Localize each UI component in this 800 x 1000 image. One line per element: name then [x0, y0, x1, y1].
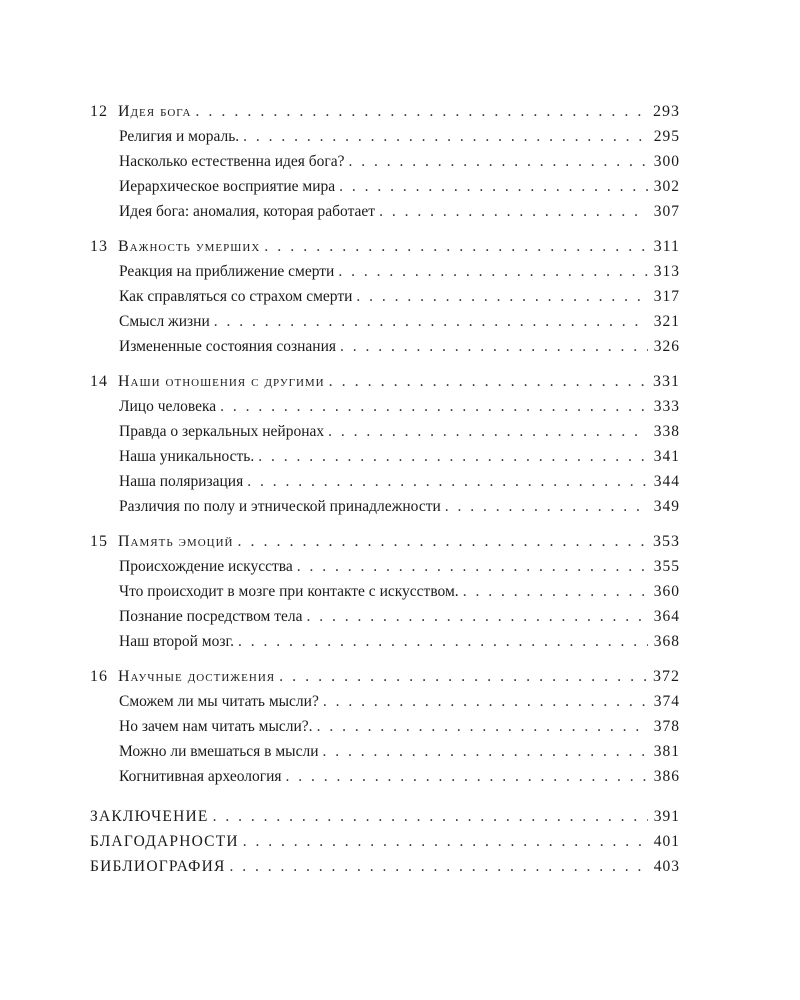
- dot-leader: [379, 199, 648, 224]
- chapter-heading: [90, 99, 195, 124]
- toc-section-entry[interactable]: [90, 554, 680, 579]
- section-title: Измененные состояния сознания: [119, 338, 337, 355]
- toc-chapter-entry[interactable]: [90, 234, 680, 259]
- toc-section-entry[interactable]: [90, 739, 680, 764]
- section-title: Идея бога: аномалия, которая работает: [119, 203, 376, 220]
- section-title: Различия по полу и этнической принадлежности: [119, 498, 441, 515]
- section-title: Иерархическое восприятие мира: [119, 178, 336, 195]
- table-of-contents: [90, 99, 680, 879]
- toc-section-entry[interactable]: [90, 419, 680, 444]
- chapter-number: 12: [90, 103, 108, 120]
- toc-section-entry[interactable]: [90, 309, 680, 334]
- page-number: 313: [653, 263, 680, 280]
- toc-chapter-entry[interactable]: [90, 369, 680, 394]
- section-title: Лицо человека: [119, 398, 217, 415]
- dot-leader: [243, 829, 648, 854]
- page-number: 360: [653, 583, 680, 600]
- page-number: 372: [653, 668, 680, 685]
- dot-leader: [297, 554, 648, 579]
- dot-leader: [339, 174, 648, 199]
- page-number: 293: [653, 103, 680, 120]
- backmatter-title: БЛАГОДАРНОСТИ: [90, 833, 239, 850]
- section-title: Правда о зеркальных нейронах: [119, 423, 325, 440]
- dot-leader: [356, 284, 647, 309]
- spacer: [90, 224, 680, 234]
- chapter-number: 13: [90, 238, 108, 255]
- page-number: 300: [653, 153, 680, 170]
- toc-backmatter-entry[interactable]: [90, 854, 680, 879]
- chapter-title: Память эмоций: [118, 533, 234, 550]
- toc-section-entry[interactable]: [90, 334, 680, 359]
- chapter-title: Наши отношения с другими: [118, 373, 325, 390]
- toc-chapter-entry[interactable]: [90, 664, 680, 689]
- page-number: 381: [653, 743, 680, 760]
- chapter-heading: [90, 529, 237, 554]
- dot-leader: [463, 579, 648, 604]
- toc-section-entry[interactable]: [90, 259, 680, 284]
- page-number: 326: [653, 338, 680, 355]
- dot-leader: [230, 854, 648, 879]
- page-number: 333: [653, 398, 680, 415]
- page-number: 307: [653, 203, 680, 220]
- backmatter-title: БИБЛИОГРАФИЯ: [90, 858, 226, 875]
- page-number: 401: [653, 833, 680, 850]
- page-number: 331: [653, 373, 680, 390]
- chapter-number: 16: [90, 668, 108, 685]
- page-number: 368: [653, 633, 680, 650]
- section-title: Когнитивная археология: [119, 768, 282, 785]
- toc-section-entry[interactable]: [90, 714, 680, 739]
- dot-leader: [338, 259, 647, 284]
- dot-leader: [340, 334, 648, 359]
- section-title: Насколько естественна идея бога?: [119, 153, 345, 170]
- dot-leader: [279, 664, 647, 689]
- dot-leader: [445, 494, 648, 519]
- page-number: 321: [653, 313, 680, 330]
- section-title: Но зачем нам читать мысли?.: [119, 718, 313, 735]
- page-number: 378: [653, 718, 680, 735]
- spacer: [90, 519, 680, 529]
- chapter-number: 14: [90, 373, 108, 390]
- spacer: [90, 654, 680, 664]
- section-title: Реакция на приближение смерти: [119, 263, 335, 280]
- chapter-title: Научные достижения: [118, 668, 276, 685]
- section-title: Наш второй мозг.: [119, 633, 234, 650]
- dot-leader: [213, 804, 648, 829]
- toc-section-entry[interactable]: [90, 284, 680, 309]
- toc-section-entry[interactable]: [90, 629, 680, 654]
- dot-leader: [264, 234, 647, 259]
- section-title: Происхождение искусства: [119, 558, 293, 575]
- toc-section-entry[interactable]: [90, 124, 680, 149]
- dot-leader: [323, 739, 648, 764]
- chapter-heading: [90, 234, 264, 259]
- section-title: Как справляться со страхом смерти: [119, 288, 353, 305]
- toc-section-entry[interactable]: [90, 689, 680, 714]
- dot-leader: [220, 394, 648, 419]
- chapter-number: 15: [90, 533, 108, 550]
- chapter-heading: [90, 369, 329, 394]
- page-number: 353: [653, 533, 680, 550]
- dot-leader: [214, 309, 648, 334]
- section-title: Можно ли вмешаться в мысли: [119, 743, 319, 760]
- toc-section-entry[interactable]: [90, 469, 680, 494]
- chapter-title: Идея бога: [118, 103, 192, 120]
- page-number: 295: [653, 128, 680, 145]
- toc-chapter-entry[interactable]: [90, 99, 680, 124]
- chapter-title: Важность умерших: [118, 238, 261, 255]
- page-number: 349: [653, 498, 680, 515]
- toc-section-entry[interactable]: [90, 394, 680, 419]
- dot-leader: [258, 444, 648, 469]
- dot-leader: [195, 99, 647, 124]
- toc-chapter-entry[interactable]: [90, 529, 680, 554]
- page-number: 302: [653, 178, 680, 195]
- section-title: Что происходит в мозге при контакте с искусством.: [119, 583, 459, 600]
- toc-section-entry[interactable]: [90, 604, 680, 629]
- dot-leader: [306, 604, 647, 629]
- page-number: 403: [653, 858, 680, 875]
- dot-leader: [323, 689, 648, 714]
- page-number: 317: [653, 288, 680, 305]
- page-number: 386: [653, 768, 680, 785]
- toc-backmatter-entry[interactable]: [90, 829, 680, 854]
- section-title: Смысл жизни: [119, 313, 210, 330]
- dot-leader: [349, 149, 648, 174]
- page-number: 311: [653, 238, 680, 255]
- section-title: Наша поляризация: [119, 473, 244, 490]
- toc-section-entry[interactable]: [90, 149, 680, 174]
- dot-leader: [237, 529, 647, 554]
- page-number: 374: [653, 693, 680, 710]
- toc-section-entry[interactable]: [90, 444, 680, 469]
- dot-leader: [328, 419, 648, 444]
- toc-backmatter-entry[interactable]: [90, 804, 680, 829]
- section-title: Наша уникальность.: [119, 448, 255, 465]
- toc-section-entry[interactable]: [90, 174, 680, 199]
- section-title: Религия и мораль.: [119, 128, 240, 145]
- spacer: [90, 789, 680, 804]
- dot-leader: [329, 369, 647, 394]
- toc-section-entry[interactable]: [90, 579, 680, 604]
- backmatter-title: ЗАКЛЮЧЕНИЕ: [90, 808, 209, 825]
- page-number: 355: [653, 558, 680, 575]
- chapter-heading: [90, 664, 279, 689]
- dot-leader: [238, 629, 648, 654]
- dot-leader: [243, 124, 648, 149]
- toc-section-entry[interactable]: [90, 494, 680, 519]
- dot-leader: [247, 469, 648, 494]
- toc-section-entry[interactable]: [90, 199, 680, 224]
- dot-leader: [286, 764, 648, 789]
- page-number: 391: [653, 808, 680, 825]
- toc-section-entry[interactable]: [90, 764, 680, 789]
- dot-leader: [317, 714, 648, 739]
- page-number: 364: [653, 608, 680, 625]
- section-title: Сможем ли мы читать мысли?: [119, 693, 319, 710]
- spacer: [90, 359, 680, 369]
- page-number: 338: [653, 423, 680, 440]
- page-number: 341: [653, 448, 680, 465]
- section-title: Познание посредством тела: [119, 608, 303, 625]
- page-number: 344: [653, 473, 680, 490]
